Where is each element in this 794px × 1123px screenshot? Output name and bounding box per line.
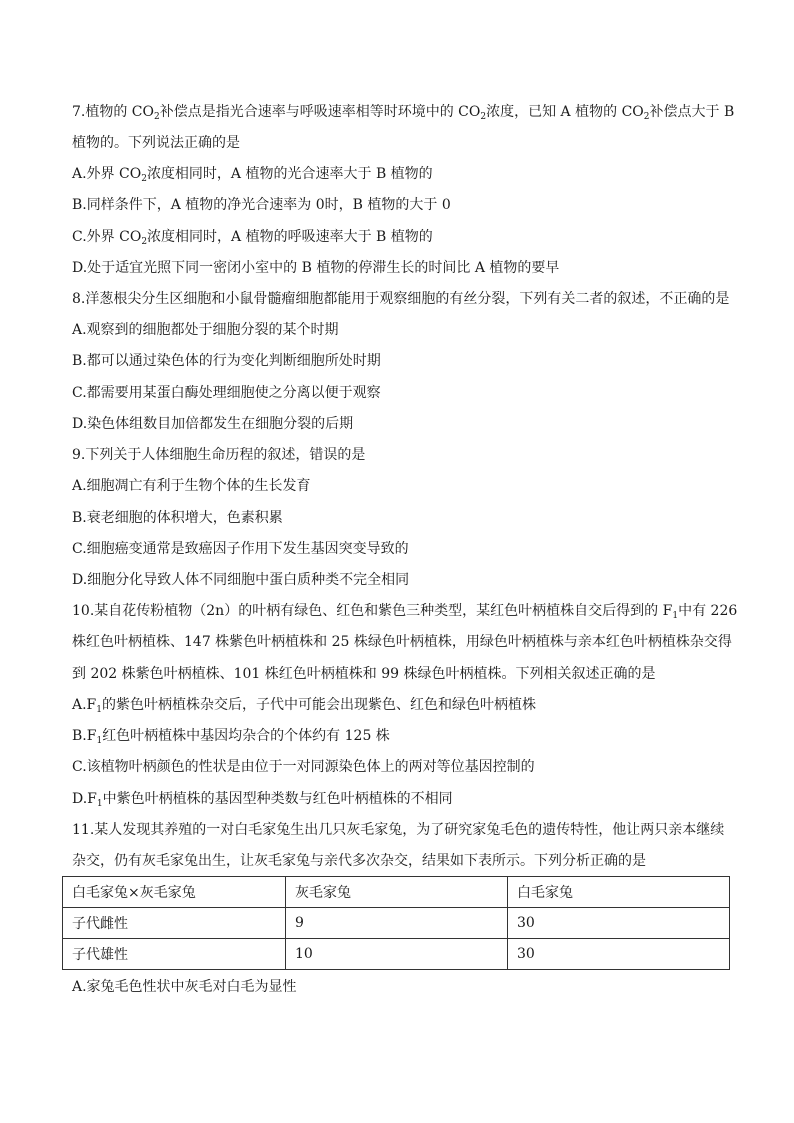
table-header-row <box>63 877 730 908</box>
q10-stem-line-2: 株红色叶柄植株、147 株紫色叶柄植株和 25 株绿色叶柄植株，用绿色叶柄植株与亲本红色叶柄植株杂交得 <box>72 634 732 650</box>
q7-stem-line-1: 7.植物的 $CO_2$补偿点是指光合速率与呼吸速率相等时环境中的 $CO_2$浓度，已知 A 植物的 $CO_2$补偿点大于 B <box>72 104 735 122</box>
table-row <box>63 908 730 939</box>
table-header-gray: 灰毛家兔 <box>286 877 508 908</box>
q11-stem-line-2: 杂交，仍有灰毛家兔出生，让灰毛家兔与亲代多次杂交，结果如下表所示。下列分析正确的是 <box>72 853 646 869</box>
q8-option-d: D.染色体组数目加倍都发生在细胞分裂的后期 <box>72 416 354 432</box>
q11-stem-line-1: 11.某人发现其养殖的一对白毛家兔生出几只灰毛家兔，为了研究家兔毛色的遗传特性，他让两只亲本继续 <box>72 822 725 838</box>
q10-option-a: $A.F_1$的紫色叶柄植株杂交后，子代中可能会出现紫色、红色和绿色叶柄植株 <box>72 697 537 715</box>
q9-option-a: A.细胞凋亡有利于生物个体的生长发育 <box>72 478 311 494</box>
table-header-white: 白毛家兔 <box>508 877 730 908</box>
q7-stem-line-2: 植物的。下列说法正确的是 <box>72 135 240 151</box>
q7-option-d: D.处于适宜光照下同一密闭小室中的 B 植物的停滞生长的时间比 A 植物的要早 <box>72 260 560 276</box>
q10-option-d: $D.F_1$中紫色叶柄植株的基因型种类数与红色叶柄植株的不相同 <box>72 791 453 809</box>
q11-results-table <box>62 876 730 970</box>
q10-option-c: C.该植物叶柄颜色的性状是由位于一对同源染色体上的两对等位基因控制的 <box>72 759 535 775</box>
table-cell-gray-count: 9 <box>286 908 508 939</box>
q8-option-a: A.观察到的细胞都处于细胞分裂的某个时期 <box>72 322 339 338</box>
table-cell-white-count: 30 <box>508 908 730 939</box>
table-cell-gray-count: 10 <box>286 939 508 970</box>
table-header-cross: 白毛家兔×灰毛家兔 <box>63 877 286 908</box>
q9-option-b: B.衰老细胞的体积增大，色素积累 <box>72 510 283 526</box>
q8-option-b: B.都可以通过染色体的行为变化判断细胞所处时期 <box>72 353 381 369</box>
q8-option-c: C.都需要用某蛋白酶处理细胞使之分离以便于观察 <box>72 385 381 401</box>
q8-stem-line-1: 8.洋葱根尖分生区细胞和小鼠骨髓瘤细胞都能用于观察细胞的有丝分裂，下列有关二者的叙述，不正确的是 <box>72 291 730 307</box>
table-cell-sex: 子代雄性 <box>63 939 286 970</box>
q7-option-b: B.同样条件下，A 植物的净光合速率为 0时，B 植物的大于 0 <box>72 197 451 213</box>
table-cell-white-count: 30 <box>508 939 730 970</box>
q11-option-a: A.家兔毛色性状中灰毛对白毛为显性 <box>72 979 297 995</box>
table-row <box>63 939 730 970</box>
q7-option-a: A.外界 $CO_2$浓度相同时，A 植物的光合速率大于 B 植物的 <box>72 166 433 184</box>
q9-option-d: D.细胞分化导致人体不同细胞中蛋白质种类不完全相同 <box>72 572 410 588</box>
q9-option-c: C.细胞癌变通常是致癌因子作用下发生基因突变导致的 <box>72 541 409 557</box>
q10-stem-line-1: 10.某自花传粉植物（2n）的叶柄有绿色、红色和紫色三种类型，某红色叶柄植株自交后得到的 $F_1$中有 226 <box>72 603 738 621</box>
table-cell-sex: 子代雌性 <box>63 908 286 939</box>
q10-stem-line-3: 到 202 株紫色叶柄植株、101 株红色叶柄植株和 99 株绿色叶柄植株。下列相关叙述正确的是 <box>72 666 656 682</box>
q10-option-b: $B.F_1$红色叶柄植株中基因均杂合的个体约有 125 株 <box>72 728 390 746</box>
q9-stem-line-1: 9.下列关于人体细胞生命历程的叙述，错误的是 <box>72 447 366 463</box>
q7-option-c: C.外界 $CO_2$浓度相同时，A 植物的呼吸速率大于 B 植物的 <box>72 229 433 247</box>
